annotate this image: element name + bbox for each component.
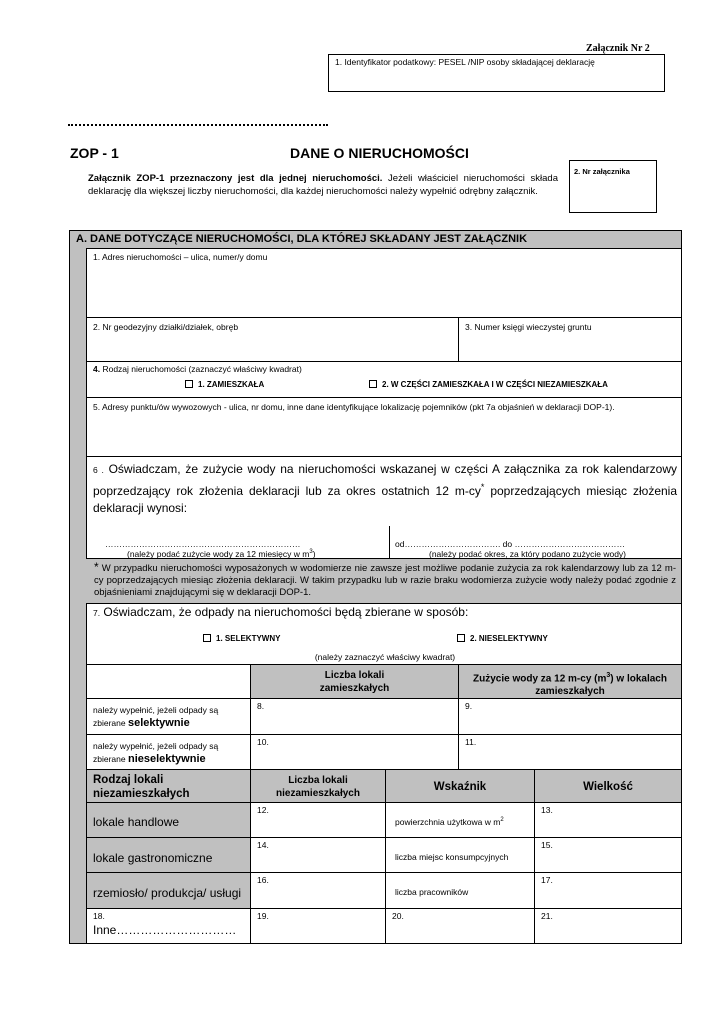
collection-method-label [93, 605, 468, 619]
option-inhabited-label: 1. ZAMIESZKAŁA [198, 380, 265, 389]
cell-18-label: 18. [93, 911, 105, 921]
option-nonselective-label: 2. NIESELEKTYWNY [470, 634, 548, 643]
row-retail-indicator-label: powierzchnia użytkowa w m [395, 817, 501, 827]
row-gastro-label [86, 837, 251, 873]
table1-cell-10[interactable] [250, 734, 459, 770]
nonselective-row-prefix: należy wypełnić, jeżeli odpady są zbierane [93, 741, 219, 764]
row-other-text: Inne………………………… [93, 923, 237, 937]
form-title: DANE O NIERUCHOMOŚCI [290, 145, 469, 161]
table1-header-count [250, 664, 459, 699]
row-gastro-text: lokale gastronomiczne [93, 851, 213, 865]
collection-points-field[interactable] [86, 397, 682, 457]
table1-header-water-sup: 3 [606, 672, 611, 679]
intro-rest: Jeżeli właściciel nieruchomości składa deklarację dla większej liczby nieruchomości, dla każdej nieruchomości należy wypełnić odrębny załącznik. [88, 173, 558, 197]
water-vertical-divider [389, 526, 390, 559]
row-other-label[interactable] [86, 908, 251, 944]
option-inhabited-checkbox[interactable] [185, 380, 193, 388]
attachment-number-field[interactable] [569, 160, 657, 213]
option-partly-inhabited-checkbox[interactable] [369, 380, 377, 388]
option-nonselective[interactable] [457, 634, 548, 644]
water-consumption-field [86, 456, 682, 559]
cell-19[interactable] [250, 908, 386, 944]
row-craft-label [86, 872, 251, 909]
cell-15-label: 15. [541, 840, 553, 850]
collection-method-field [86, 603, 682, 665]
water-footnote-star: * [94, 560, 99, 574]
cell-15[interactable] [534, 837, 682, 873]
table1-header-water-a: Zużycie wody za 12 m-cy (m [473, 673, 607, 685]
table2-header-value [534, 769, 682, 803]
table1-cell-11[interactable] [458, 734, 682, 770]
collection-method-note: (należy zaznaczyć właściwy kwadrat) [314, 652, 456, 662]
property-type-number: 4. [93, 364, 101, 374]
table2-header-count [250, 769, 386, 803]
cell-16[interactable] [250, 872, 386, 909]
section-a-title: A. DANE DOTYCZĄCE NIERUCHOMOŚCI, DLA KTÓREJ SKŁADANY JEST ZAŁĄCZNIK [76, 233, 528, 245]
water-declaration-star: * [480, 482, 485, 492]
row-retail-indicator-sup: 2 [500, 817, 504, 824]
selective-row-keyword: selektywnie [127, 717, 190, 729]
intro-text [88, 172, 558, 198]
property-type-field [86, 361, 682, 398]
cell-8-label: 8. [257, 701, 265, 711]
table1-header-count-text: Liczba lokali zamieszkałych [319, 670, 390, 694]
table2-header-indicator [385, 769, 535, 803]
water-declaration-number: 6 . [93, 465, 104, 475]
land-register-field[interactable] [458, 317, 682, 362]
property-address-label: 1. Adres nieruchomości – ulica, numer/y domu [93, 252, 268, 262]
table2-header-type [86, 769, 251, 803]
table2-header-type-text: Rodzaj lokali niezamieszkałych [93, 774, 190, 800]
nonselective-row-text [93, 740, 243, 766]
selective-row-text [93, 704, 243, 730]
option-partly-inhabited-label: 2. W CZĘŚCI ZAMIESZKAŁA I W CZĘŚCI NIEZAMIESZKAŁA [382, 380, 608, 389]
option-partly-inhabited[interactable] [369, 380, 608, 390]
row-craft-indicator [385, 872, 535, 909]
water-declaration-text [93, 461, 677, 517]
table1-corner [86, 664, 251, 699]
table1-header-water-b: ) w lokalach zamieszkałych [535, 673, 667, 698]
row-retail-indicator-text [395, 817, 504, 827]
row-craft-indicator-text: liczba pracowników [395, 887, 469, 897]
dotted-separator [68, 124, 328, 126]
table1-header-water [458, 664, 682, 699]
water-declaration-part1: Oświadczam, że zużycie wody na nieruchomości wskazanej w części A załącznika za rok kalendarzowy poprzedzający rok złożenia deklaracji lub za okres ostatnich 12 m-cy [93, 462, 677, 498]
option-inhabited[interactable] [185, 380, 264, 390]
table2-header-indicator-text: Wskaźnik [433, 781, 487, 793]
water-amount-note-sup: 3 [309, 549, 313, 556]
selective-row-prefix: należy wypełnić, jeżeli odpady są zbierane [93, 705, 219, 728]
water-amount-input[interactable]: …………………………………………………………… [105, 539, 301, 549]
tax-id-field[interactable] [328, 54, 665, 92]
cell-20[interactable] [385, 908, 535, 944]
water-amount-note-close: ) [312, 549, 316, 559]
option-selective[interactable] [203, 634, 280, 644]
option-selective-label: 1. SELEKTYWNY [216, 634, 281, 643]
table2-header-value-text: Wielkość [583, 781, 633, 793]
option-selective-checkbox[interactable] [203, 634, 211, 642]
cell-17[interactable] [534, 872, 682, 909]
water-footnote-text: W przypadku nieruchomości wyposażonych w wodomierze nie zawsze jest możliwe podanie zużycia za rok kalendarzowy lub za 12 m-cy poprzedzających miesiąc złożenia deklaracji. W takim przypadku lub w razie braku wodomierza zużycie wody należy podać zgodnie z objaśnieniami znajdującymi się w deklaracji DOP-1. [94, 563, 676, 598]
property-type-label [93, 364, 302, 374]
cell-19-label: 19. [257, 911, 269, 921]
cell-10-label: 10. [257, 737, 269, 747]
water-amount-note-text: (należy podać zużycie wody za 12 miesięcy w m [127, 549, 310, 559]
water-period-note: (należy podać okres, za który podano zużycie wody) [429, 549, 627, 559]
collection-method-number: 7. [93, 608, 101, 618]
attachment-number-label: 2. Nr załącznika [574, 167, 630, 176]
water-declaration-part2: poprzedzających miesiąc złożenia deklaracji wynosi: [93, 484, 678, 515]
tax-id-label: 1. Identyfikator podatkowy: PESEL /NIP osoby składającej deklarację [335, 57, 595, 67]
table2-header-count-text: Liczba lokali niezamieszkałych [276, 775, 360, 799]
collection-method-text: Oświadczam, że odpady na nieruchomości będą zbierane w sposób: [100, 605, 469, 619]
cell-9-label: 9. [465, 701, 473, 711]
attachment-number: Załącznik Nr 2 [586, 43, 650, 54]
intro-bold: Załącznik ZOP-1 przeznaczony jest dla jednej nieruchomości. [88, 173, 383, 184]
collection-points-label: 5. Adresy punktu/ów wywozowych - ulica, nr domu, inne dane identyfikujące lokalizację pojemników (pkt 7a objaśnień w deklaracji DOP-1). [93, 402, 615, 412]
cell-12-label: 12. [257, 805, 269, 815]
row-gastro-indicator-text: liczba miejsc konsumpcyjnych [395, 852, 509, 862]
cell-17-label: 17. [541, 875, 553, 885]
form-code: ZOP - 1 [70, 145, 119, 161]
cell-11-label: 11. [465, 737, 477, 747]
cell-13-label: 13. [541, 805, 553, 815]
cell-14[interactable] [250, 837, 386, 873]
table1-cell-9[interactable] [458, 698, 682, 735]
table1-row-selective-label [86, 698, 251, 735]
cell-12[interactable] [250, 802, 386, 838]
table1-row-nonselective-label [86, 734, 251, 770]
cell-16-label: 16. [257, 875, 269, 885]
property-type-text: Rodzaj nieruchomości (zaznaczyć właściwy kwadrat) [100, 364, 302, 374]
cell-21[interactable] [534, 908, 682, 944]
cell-20-label: 20. [392, 911, 404, 921]
land-register-label: 3. Numer księgi wieczystej gruntu [465, 322, 592, 332]
row-retail-indicator [385, 802, 535, 838]
row-gastro-indicator [385, 837, 535, 873]
property-address-field[interactable] [86, 248, 682, 318]
cell-21-label: 21. [541, 911, 553, 921]
row-craft-text: rzemiosło/ produkcja/ usługi [93, 886, 242, 900]
table1-cell-8[interactable] [250, 698, 459, 735]
water-amount-note [127, 549, 316, 559]
water-footnote [94, 561, 676, 599]
cell-14-label: 14. [257, 840, 269, 850]
row-retail-text: lokale handlowe [93, 815, 180, 829]
water-period-input[interactable]: od……………………………. do ………………………………… [395, 539, 625, 549]
cell-13[interactable] [534, 802, 682, 838]
plot-number-label: 2. Nr geodezyjny działki/działek, obręb [93, 322, 239, 332]
row-retail-label [86, 802, 251, 838]
plot-number-field[interactable] [86, 317, 459, 362]
nonselective-row-keyword: nieselektywnie [127, 753, 206, 765]
option-nonselective-checkbox[interactable] [457, 634, 465, 642]
